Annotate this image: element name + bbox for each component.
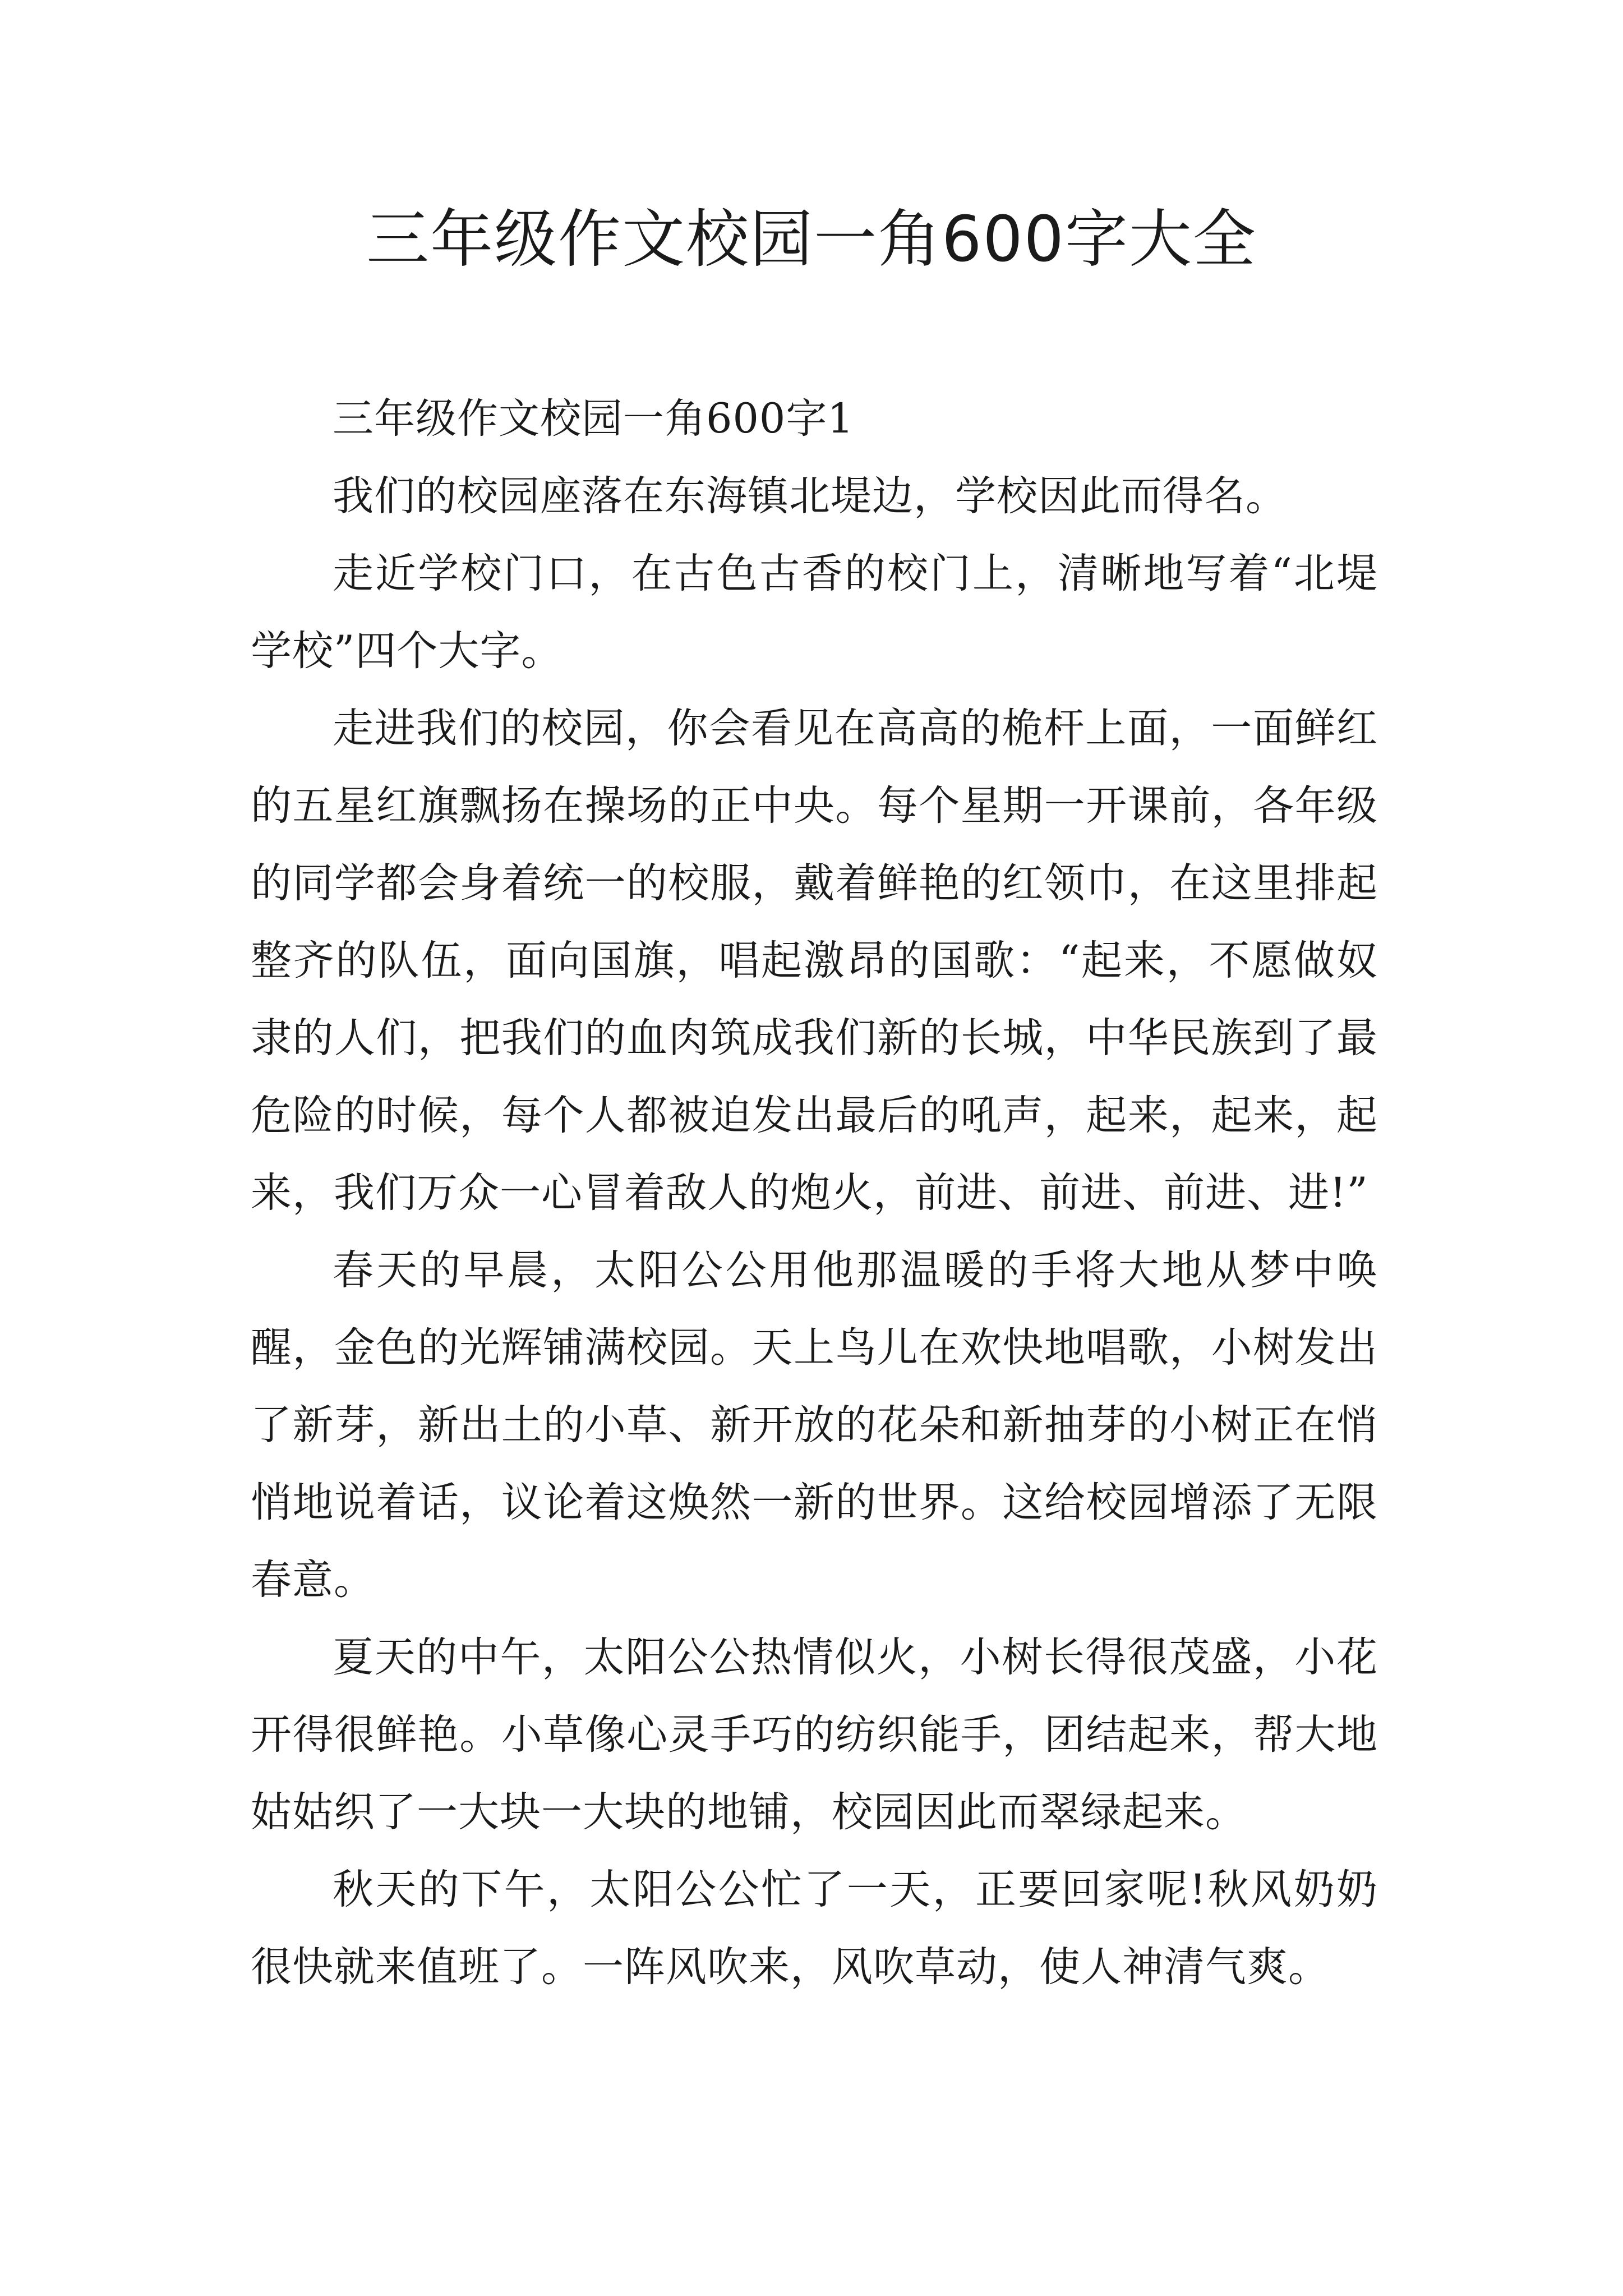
paragraph: 春天的早晨，太阳公公用他那温暖的手将大地从梦中唤醒，金色的光辉铺满校园。天上鸟儿在欢快地唱歌，小树发出了新芽，新出土的小草、新开放的花朵和新抽芽的小树正在悄悄地说着话，议论着这焕然一新的世界。这给校园增添了无限春意。 — [251, 1246, 1378, 1604]
document-title: 三年级作文校园一角600字大全 — [366, 203, 1257, 276]
paragraph: 走进我们的校园，你会看见在高高的桅杆上面，一面鲜红的五星红旗飘扬在操场的正中央。每个星期一开课前，各年级的同学都会身着统一的校服，戴着鲜艳的红领巾，在这里排起整齐的队伍，面向国旗，唱起激昂的国歌：“起来，不愿做奴隶的人们，把我们的血肉筑成我们新的长城，中华民族到了最危险的时候，每个人都被迫发出最后的吼声，起来，起来，起来，我们万众一心冒着敌人的炮火，前进、前进、前进、进!” — [251, 705, 1378, 1217]
paragraph: 秋天的下午，太阳公公忙了一天，正要回家呢!秋风奶奶很快就来值班了。一阵风吹来，风吹草动，使人神清气爽。 — [251, 1866, 1378, 1991]
document-body — [251, 380, 1378, 2006]
paragraph: 走近学校门口，在古色古香的校门上，清晰地写着“北堤学校”四个大字。 — [251, 550, 1378, 675]
paragraph: 夏天的中午，太阳公公热情似火，小树长得很茂盛，小花开得很鲜艳。小草像心灵手巧的纺织能手，团结起来，帮大地姑姑织了一大块一大块的地铺，校园因此而翠绿起来。 — [251, 1634, 1378, 1836]
section-heading: 三年级作文校园一角600字1 — [333, 395, 854, 443]
paragraph: 我们的校园座落在东海镇北堤边，学校因此而得名。 — [333, 472, 1287, 520]
